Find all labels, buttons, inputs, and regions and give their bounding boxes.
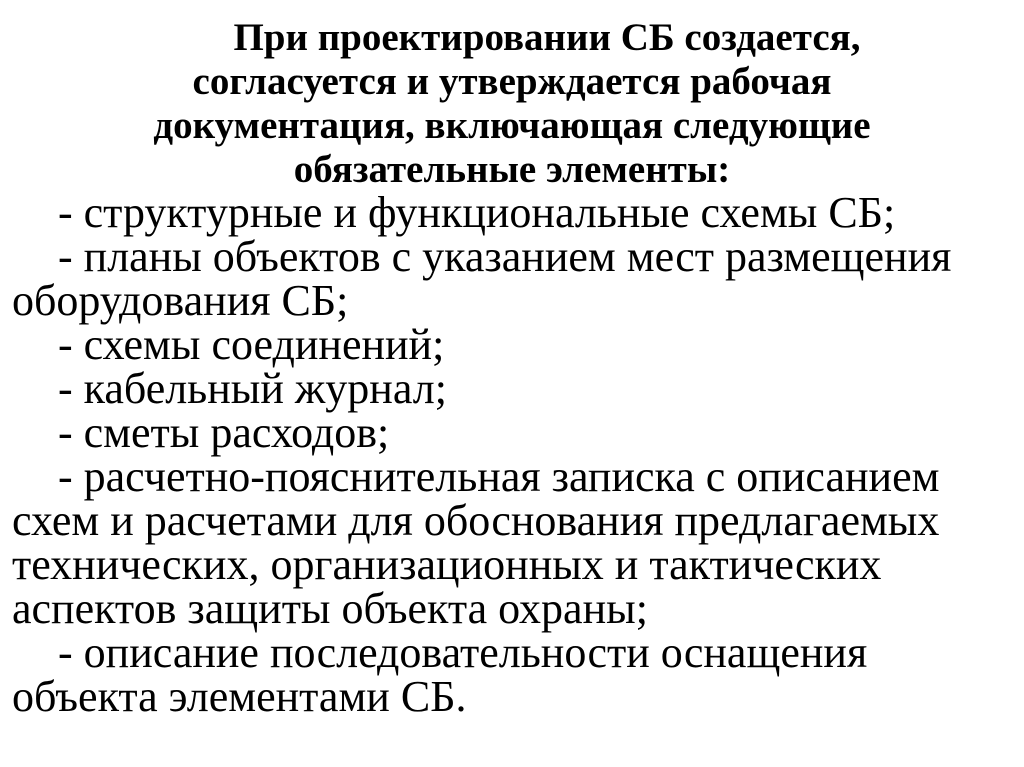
heading-line: При проектировании СБ создается, [233, 16, 861, 59]
list-item [12, 452, 1016, 633]
list-item [12, 364, 1016, 413]
list-item-text: - схемы соединений; [58, 320, 445, 369]
list-item-text: - описание последовательности оснащения [58, 628, 868, 677]
list-item-continuation: аспектов защиты объекта охраны; [12, 584, 648, 633]
list-item-text: - планы объектов с указанием мест размещения [58, 232, 952, 281]
list-item-continuation: объекта элементами СБ. [12, 672, 467, 721]
heading-line: документация, включающая следующие [153, 104, 871, 147]
list-item-text: - кабельный журнал; [58, 364, 447, 413]
list-item-text: - сметы расходов; [58, 408, 390, 457]
requirements-list [12, 188, 1016, 721]
list-item [12, 232, 1016, 325]
list-item [12, 628, 1016, 721]
slide-heading [40, 16, 984, 192]
list-item-text: - расчетно-пояснительная записка с описанием [58, 452, 940, 501]
list-item [12, 320, 1016, 369]
list-item [12, 188, 1016, 237]
heading-line: согласуется и утверждается рабочая [192, 60, 832, 103]
list-item [12, 408, 1016, 457]
list-item-continuation: оборудования СБ; [12, 276, 349, 325]
list-item-continuation: технических, организационных и тактических [12, 540, 882, 589]
heading-line: обязательные элементы: [293, 148, 731, 191]
list-item-continuation: схем и расчетами для обоснования предлагаемых [12, 496, 940, 545]
list-item-text: - структурные и функциональные схемы СБ; [58, 188, 896, 237]
